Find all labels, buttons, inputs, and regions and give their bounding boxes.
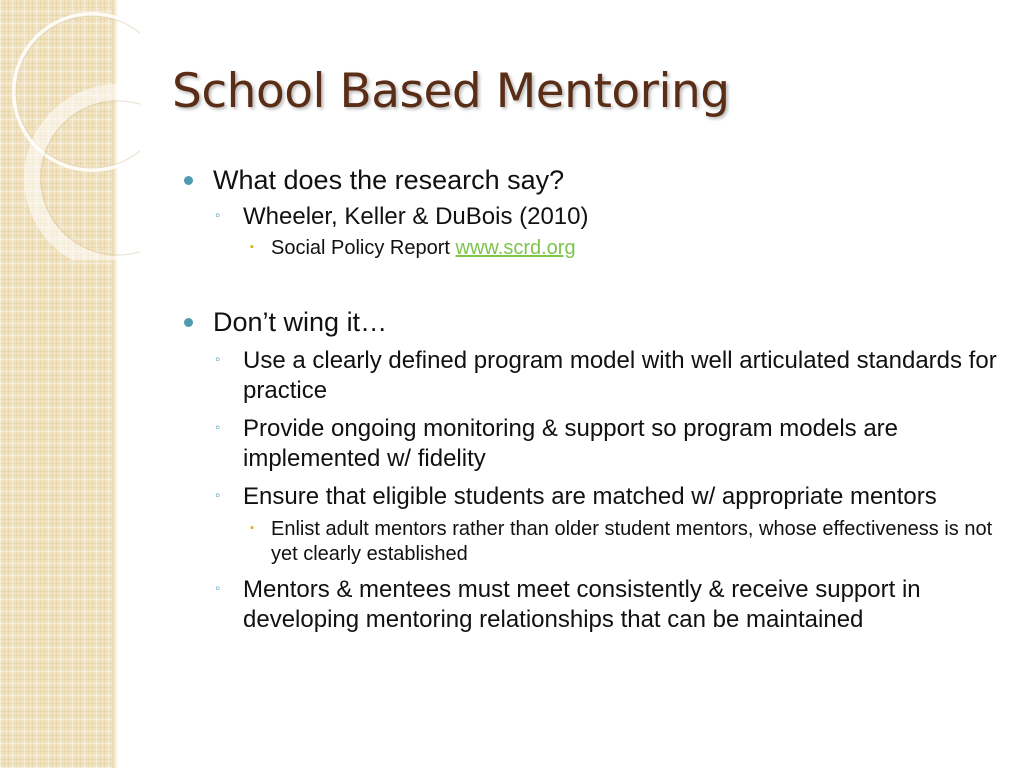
bullet-research-text: What does the research say? bbox=[213, 165, 565, 195]
matching-text: Ensure that eligible students are matched w/ appropriate mentors bbox=[243, 483, 937, 510]
monitoring-text: Provide ongoing monitoring & support so program models are implemented w/ fidelity bbox=[243, 415, 899, 472]
sub-bullet-program-model bbox=[184, 346, 1004, 406]
bullet-dont-wing-it bbox=[184, 306, 1004, 338]
bullet-dont-wing-it-text: Don’t wing it… bbox=[213, 307, 388, 337]
square-bullet-icon: ▪ bbox=[250, 241, 254, 253]
ring-bullet-icon: ◦ bbox=[215, 487, 221, 504]
program-model-text: Use a clearly defined program model with well articulated standards for practice bbox=[243, 347, 997, 404]
square-bullet-icon: ▪ bbox=[250, 522, 254, 534]
adult-mentors-text: Enlist adult mentors rather than older student mentors, whose effectiveness is not yet clearly established bbox=[271, 518, 993, 565]
circle-bullet-icon bbox=[184, 318, 193, 327]
sub-bullet-monitoring bbox=[184, 414, 1004, 474]
slide-content bbox=[184, 164, 1004, 635]
scrd-link[interactable]: www.scrd.org bbox=[455, 237, 576, 259]
ring-bullet-icon: ◦ bbox=[215, 351, 221, 368]
circle-bullet-icon bbox=[184, 176, 193, 185]
sub-bullet-matching bbox=[184, 482, 1004, 512]
sub-bullet-meet-consistently bbox=[184, 575, 1004, 635]
sub-sub-bullet-report bbox=[184, 236, 1004, 261]
report-text: Social Policy Report bbox=[271, 237, 456, 259]
slide-title: School Based Mentoring bbox=[172, 64, 730, 119]
ring-bullet-icon: ◦ bbox=[215, 580, 221, 597]
meet-consistently-text: Mentors & mentees must meet consistently & receive support in developing mentoring relationships that can be maintained bbox=[243, 576, 921, 633]
sub-bullet-citation bbox=[184, 202, 1004, 232]
decorative-rings bbox=[0, 0, 140, 260]
citation-text: Wheeler, Keller & DuBois (2010) bbox=[243, 203, 589, 230]
ring-bullet-icon: ◦ bbox=[215, 207, 221, 224]
bullet-research bbox=[184, 164, 1004, 196]
ring-bullet-icon: ◦ bbox=[215, 419, 221, 436]
sub-sub-bullet-adult-mentors bbox=[184, 517, 1004, 567]
